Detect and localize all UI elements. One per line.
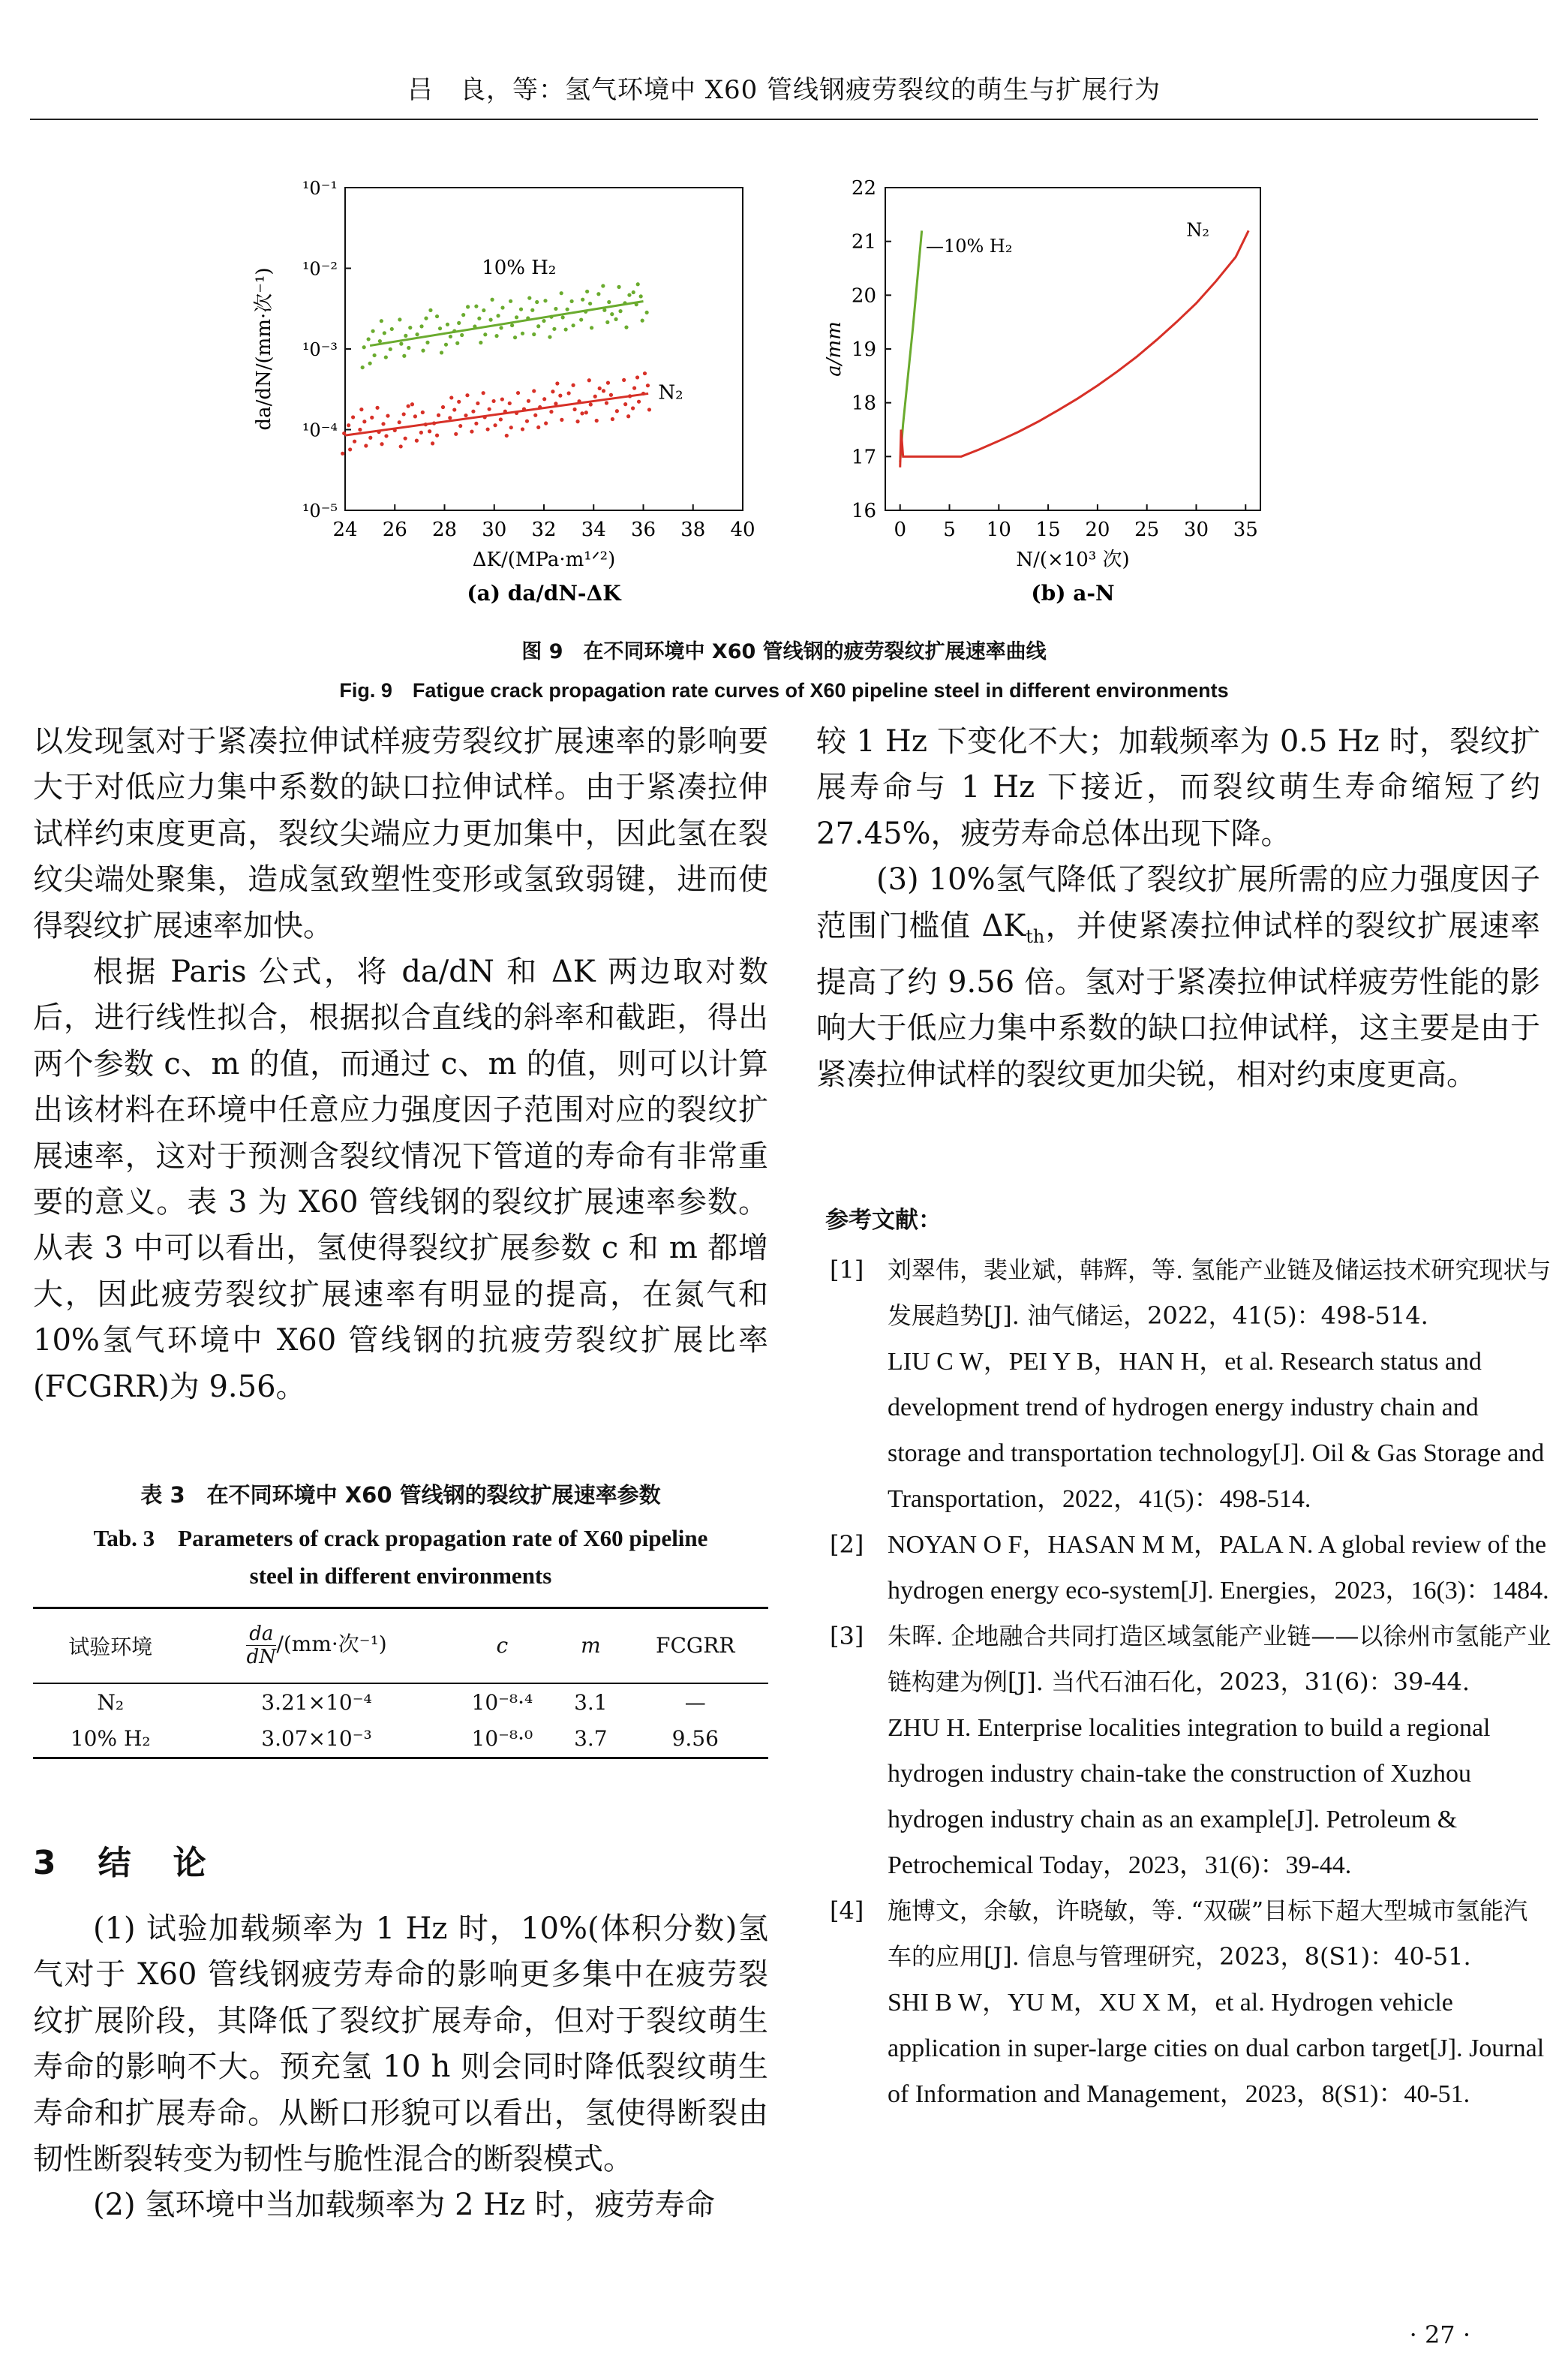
chart-a-point-h2 [398,317,401,321]
chart-a-point-n2 [521,427,524,431]
chart-b-a-n [810,165,1335,615]
chart-a-point-n2 [635,375,639,379]
table-caption-cn: 表 3 在不同环境中 X60 管线钢的裂纹扩展速率参数 [140,1482,661,1508]
header-fcgrr: FCGRR [656,1633,735,1659]
chart-a-point-h2 [402,354,406,358]
section-3-title: 3 结 论 [33,1844,211,1882]
chart-a-y-tick-label: ¹0⁻³ [302,339,338,360]
reference-list [816,1247,1551,2117]
conclusion-3 [816,857,1540,1098]
chart-a-point-h2 [362,345,366,349]
chart-a-point-n2 [465,393,469,397]
chart-a-fit-line-h2 [370,301,643,345]
chart-a-point-n2 [623,402,627,406]
chart-a-point-n2 [413,414,417,418]
chart-b-y-tick-label: 18 [851,392,876,415]
chart-a-x-tick-label: 38 [680,519,706,541]
chart-a-point-h2 [632,290,635,294]
reference-number: [4] [830,1896,864,1925]
chart-a-point-h2 [399,342,403,346]
table-row [33,1683,768,1721]
chart-a-point-n2 [421,411,425,414]
chart-a-point-h2 [641,319,644,323]
conclusion-2-cont: 较 1 Hz 下变化不大；加载频率为 0.5 Hz 时，裂纹扩展寿命与 1 Hz 下接近，而裂纹萌生寿命缩短了约 27.45%，疲劳寿命总体出现下降。 [816,724,1540,851]
chart-a-point-n2 [595,419,599,423]
cell-m: 3.1 [574,1689,608,1715]
chart-b-x-tick-label: 20 [1085,519,1110,541]
chart-a-point-n2 [486,427,490,431]
chart-a-point-n2 [527,399,530,403]
chart-a-point-n2 [482,391,485,395]
chart-a-point-h2 [530,308,534,312]
chart-a-point-h2 [483,332,487,336]
chart-a-point-n2 [493,423,497,427]
chart-b-x-tick-label: 25 [1134,519,1160,541]
chart-a-point-n2 [580,411,584,415]
chart-b-x-tick-label: 35 [1233,519,1258,541]
chart-a-point-h2 [607,300,611,304]
chart-a-point-h2 [535,300,539,304]
chart-a-point-n2 [448,416,452,420]
chart-a-point-n2 [347,423,350,427]
chart-a-point-n2 [380,442,383,446]
chart-a-point-n2 [544,421,548,425]
conclusion-3-sub: th [1026,925,1045,947]
left-paragraph-2: 根据 Paris 公式，将 da/dN 和 ΔK 两边取对数后，进行线性拟合，根据拟合直线的斜率和截距，得出两个参数 c、m 的值，而通过 c、m 的值，则可以计算出该材料在环境中任意应力强度因子范围对应的裂纹扩展速率，这对于预测含裂纹情况下管道的寿命有非常重要的意义。表 3 为 X60 管线钢的裂纹扩展速率参数。从表 3 中可以看出，氢使得裂纹扩展参数 c 和 m 都增大，因此疲劳裂纹扩展速率有明显的提高，在氮气和 10%氢气环境中 X60 管线钢的抗疲劳裂纹扩展比率(FCGRR)为 9.56。 [33,955,768,1404]
rate-frac-bottom: dN [246,1646,277,1669]
chart-a-point-n2 [587,378,591,382]
chart-a-point-h2 [585,290,589,293]
left-column [33,719,768,1410]
chart-a-point-n2 [384,434,388,438]
chart-a-point-h2 [466,305,470,308]
chart-a-point-n2 [341,452,344,456]
chart-b-y-tick-label: 19 [851,338,876,361]
chart-a-point-n2 [474,422,478,426]
chart-a-point-h2 [639,294,643,298]
chart-a-point-n2 [549,410,553,414]
chart-b-x-tick-label: 30 [1183,519,1209,541]
chart-a-point-n2 [457,400,461,404]
chart-a-point-h2 [601,284,605,287]
cell-c: 10⁻⁸·⁴ [471,1689,533,1715]
chart-a-point-h2 [571,323,575,327]
chart-a-point-h2 [384,355,388,359]
figure-caption-en: Fig. 9 Fatigue crack propagation rate curves of X60 pipeline steel in different environments [339,679,1229,702]
table-header-row [33,1608,768,1683]
chart-b-x-tick-label: 10 [986,519,1011,541]
chart-a-point-h2 [446,323,449,326]
chart-a-point-h2 [596,292,600,296]
chart-a-point-n2 [435,434,439,438]
left-paragraph-1: 以发现氢对于紧凑拉伸试样疲劳裂纹扩展速率的影响要大于对低应力集中系数的缺口拉伸试样。由于紧凑拉伸试样约束度更高，裂纹尖端应力更加集中，因此氢在裂纹尖端处聚集，造成氢致塑性变形或氢致弱键，进而使得裂纹扩展速率加快。 [33,724,768,943]
chart-a-point-n2 [410,402,414,406]
chart-a-point-n2 [598,386,602,390]
rate-frac-top: da [246,1623,276,1646]
chart-a-point-n2 [509,426,513,429]
chart-b-y-tick-label: 20 [851,284,876,308]
chart-a-point-h2 [590,326,593,329]
chart-b-legend-n2: N₂ [1186,219,1209,241]
chart-a-point-h2 [415,332,419,336]
chart-a-point-h2 [548,335,551,338]
chart-a-point-h2 [513,335,517,339]
chart-a-point-n2 [542,397,546,401]
chart-a-frame [345,188,743,510]
chart-a-y-tick-label: ¹0⁻⁵ [302,501,338,522]
crack-rate-table [33,1607,768,1759]
chart-a-point-n2 [471,410,475,414]
chart-a-point-h2 [435,314,439,318]
chart-a-legend-h2: 10% H₂ [482,257,557,280]
references-title: 参考文献： [825,1207,942,1234]
conclusion-3-b: ，并使紧凑拉伸试样的裂纹扩展速率提高了约 9.56 倍。氢对于紧凑拉伸试样疲劳性能的影响大于低应力集中系数的缺口拉伸试样，这主要是由于紧凑拉伸试样的裂纹更加尖锐，相对约束度更高。 [816,908,1541,1092]
chart-a-point-n2 [441,405,445,409]
chart-a-point-h2 [552,327,556,331]
chart-a-point-n2 [415,439,419,443]
reference-en: NOYAN O F，HASAN M M，PALA N. A global review of the hydrogen energy eco-system[J]. Energies，2023，16(3)：1484. [888,1531,1549,1605]
chart-a-point-n2 [626,414,630,418]
chart-a-x-tick-label: 36 [630,519,656,541]
chart-a-point-n2 [647,408,651,411]
chart-a-point-h2 [614,317,617,321]
chart-a-point-n2 [452,408,456,411]
chart-b-y-tick-label: 17 [851,446,876,469]
chart-a-point-h2 [560,291,563,295]
chart-b-y-tick-label: 16 [851,500,876,522]
chart-b-x-tick-label: 0 [894,519,907,541]
chart-a-point-n2 [454,432,458,436]
chart-a-point-h2 [624,326,628,329]
header-c: c [496,1633,509,1659]
cell-c: 10⁻⁸·⁰ [471,1726,533,1752]
chart-a-point-h2 [407,346,410,350]
chart-a-point-n2 [567,391,571,395]
chart-a-point-n2 [362,420,366,423]
cell-fcgrr: — [684,1689,706,1715]
chart-a-point-n2 [464,414,467,417]
chart-a-point-h2 [532,332,536,336]
chart-a-point-n2 [370,416,374,420]
chart-a-point-h2 [419,324,423,328]
chart-a-point-n2 [536,426,540,429]
chart-a-point-h2 [424,317,428,320]
chart-a-point-n2 [368,436,372,440]
chart-a-point-h2 [519,307,523,311]
chart-a-point-n2 [505,434,509,438]
chart-a-point-h2 [455,341,459,345]
chart-a-point-h2 [510,323,514,327]
reference-cn: 刘翠伟，裴业斌，韩辉，等. 氢能产业链及储运技术研究现状与发展趋势[J]. 油气储运，2022，41(5)：498-514. [888,1256,1551,1330]
chart-a-subcaption: (a) da/dN-ΔK [467,581,621,606]
chart-a-point-n2 [533,414,537,417]
chart-b-x-tick-label: 15 [1035,519,1061,541]
chart-a-point-h2 [554,307,557,311]
cell-env: 10% H₂ [70,1726,151,1752]
conclusion-3-a: (3) 10%氢气降低了裂纹扩展所需的应力强度因子范围门槛值 ΔK [816,862,1540,943]
chart-a-point-h2 [383,331,386,335]
cell-rate: 3.21×10⁻⁴ [261,1689,372,1715]
chart-a-point-n2 [449,395,453,399]
chart-a-point-h2 [500,305,504,309]
chart-a-point-h2 [494,334,498,338]
chart-a-point-n2 [381,422,385,426]
chart-a-x-tick-label: 26 [382,519,407,541]
chart-a-y-tick-label: ¹0⁻¹ [302,178,338,199]
chart-a-point-h2 [438,326,442,330]
header-env: 试验环境 [68,1634,153,1659]
chart-a-point-n2 [437,414,440,417]
chart-a-point-h2 [367,337,371,341]
chart-a-point-h2 [496,314,500,317]
chart-a-point-h2 [479,341,482,344]
chart-a-point-n2 [500,397,504,401]
chart-a-point-n2 [402,412,406,416]
chart-a-point-h2 [371,329,375,333]
chart-a-point-h2 [380,319,383,323]
chart-a-point-n2 [419,431,423,435]
chart-a-point-n2 [551,389,554,393]
chart-a-point-h2 [579,317,583,321]
chart-a-point-n2 [386,414,389,417]
chart-a-point-h2 [521,332,524,335]
chart-a-point-h2 [421,349,425,353]
chart-a-point-h2 [610,312,614,316]
chart-a-point-n2 [643,371,647,375]
chart-a-point-n2 [615,409,619,413]
chart-a-legend-n2: N₂ [658,381,683,405]
chart-b-legend-h2: —10% H₂ [925,236,1013,257]
header-m: m [581,1633,601,1659]
reference-cn: 施博文，余敏，许晓敏，等. “双碳”目标下超大型城市氢能汽车的应用[J]. 信息与管理研究，2023，8(S1)：40-51. [888,1896,1528,1971]
rate-unit: /(mm·次⁻¹) [276,1632,387,1657]
chart-a-point-h2 [482,308,485,312]
chart-a-point-n2 [491,399,495,403]
chart-a-point-n2 [351,415,355,419]
chart-a-point-h2 [527,296,531,300]
chart-a-point-n2 [488,408,491,411]
chart-a-point-h2 [404,334,407,338]
chart-a-point-h2 [390,327,394,331]
chart-a-dadn-dk [225,165,795,615]
header-rate [188,1608,445,1683]
chart-a-x-tick-label: 30 [482,519,507,541]
chart-a-point-h2 [605,320,609,324]
chart-a-point-h2 [428,308,432,312]
figure-caption-cn: 图 9 在不同环境中 X60 管线钢的疲劳裂纹扩展速率曲线 [521,640,1047,663]
reference-en: SHI B W，YU M，XU X M，et al. Hydrogen vehicle application in super-large cities on dual carbon target[J]. Journal of Information and Management，2023，8(S1)：40-51. [888,1989,1545,2108]
chart-a-point-n2 [348,447,352,451]
chart-a-point-n2 [637,400,641,404]
chart-a-point-n2 [589,402,593,406]
chart-b-x-label: N/(×10³ 次) [1016,549,1130,571]
chart-a-point-h2 [499,326,503,329]
reference-number: [3] [830,1622,864,1650]
reference-item [816,1614,1551,1888]
chart-a-point-n2 [359,408,363,411]
chart-a-point-n2 [575,420,579,423]
chart-a-point-n2 [606,381,610,385]
page-number: · 27 · [1409,2320,1470,2349]
chart-a-point-n2 [555,381,559,385]
chart-a-point-h2 [477,317,481,320]
chart-a-point-n2 [364,444,368,447]
reference-number: [1] [830,1256,864,1284]
chart-a-point-n2 [646,383,650,387]
chart-a-x-tick-label: 32 [531,519,557,541]
chart-a-y-tick-label: ¹0⁻² [302,258,338,280]
reference-item [816,1888,1551,2117]
chart-a-point-n2 [611,417,614,421]
chart-a-point-n2 [476,402,479,405]
chart-a-point-n2 [560,418,563,422]
chart-a-point-n2 [399,444,403,448]
chart-a-x-tick-label: 28 [431,519,458,541]
chart-a-point-h2 [361,365,365,369]
chart-a-point-h2 [566,308,569,311]
cell-rate: 3.07×10⁻³ [261,1726,372,1752]
chart-a-point-h2 [461,313,465,317]
chart-a-point-h2 [474,305,478,308]
table-caption-en-line1: Tab. 3 Parameters of crack propagation rate of X60 pipeline [93,1525,708,1551]
cell-fcgrr: 9.56 [671,1726,719,1752]
cell-env: N₂ [97,1689,125,1715]
header-rule [30,119,1538,120]
chart-a-point-n2 [353,440,356,444]
section-3-body [33,1906,768,2229]
conclusion-1: (1) 试验加载频率为 1 Hz 时，10%(体积分数)氢气对于 X60 管线钢疲劳寿命的影响更多集中在疲劳裂纹扩展阶段，其降低了裂纹扩展寿命，但对于裂纹萌生寿命的影响不大。预充氢 10 h 则会同时降低裂纹萌生寿命和扩展寿命。从断口形貌可以看出，氢使得断裂由韧性断裂转变为韧性与脆性混合的断裂模式。 [33,1911,768,2177]
chart-a-x-label: ΔK/(MPa·m¹ᐟ²) [472,549,616,571]
chart-a-point-h2 [425,341,429,344]
right-column [816,719,1540,1098]
chart-a-point-n2 [516,391,520,395]
chart-a-point-h2 [489,318,493,322]
chart-a-point-n2 [593,395,597,399]
table-caption-en-line2: steel in different environments [249,1562,552,1589]
chart-b-line-h2 [900,230,922,462]
reference-item [816,1247,1551,1522]
chart-a-point-h2 [542,319,545,323]
chart-b-y-label: a/mm [823,321,846,377]
chart-a-point-h2 [372,353,376,357]
chart-a-point-h2 [444,343,448,347]
table-3-block [33,1478,768,1759]
chart-a-point-h2 [509,299,512,303]
chart-a-point-n2 [525,420,529,423]
chart-a-point-n2 [571,383,575,387]
chart-a-point-h2 [457,321,461,325]
chart-a-point-n2 [404,437,407,441]
chart-a-y-label: da/dN/(mm·次⁻¹) [253,267,275,431]
chart-a-point-n2 [508,402,512,405]
reference-en: ZHU H. Enterprise localities integration to build a regional hydrogen industry chain-take the construction of Xuzhou hydrogen industry chain as an example[J]. Petroleum & Petrochemical Today，2023，31(6)：39-44. [888,1714,1491,1879]
table-row [33,1721,768,1758]
chart-a-point-h2 [617,285,620,289]
chart-b-line-n2 [900,230,1248,467]
chart-a-point-h2 [378,339,382,343]
chart-a-fit-line-n2 [345,393,648,435]
chart-a-point-h2 [627,293,631,297]
chart-a-point-n2 [584,411,588,414]
chart-a-point-h2 [491,298,494,302]
chart-b-subcaption: (b) a-N [1031,581,1115,606]
chart-a-point-h2 [515,315,518,319]
chart-a-x-tick-label: 40 [730,519,755,541]
chart-a-point-n2 [358,428,362,432]
chart-a-point-h2 [408,326,412,329]
chart-a-point-h2 [561,315,565,319]
chart-a-point-n2 [605,401,608,405]
chart-a-point-h2 [440,350,443,354]
chart-a-point-h2 [389,347,392,351]
chart-a-point-n2 [398,420,401,424]
chart-a-point-n2 [428,429,431,433]
chart-a-point-h2 [581,298,584,302]
reference-item [816,1522,1551,1614]
chart-a-point-h2 [618,309,622,313]
chart-a-point-h2 [368,362,372,365]
chart-a-point-n2 [558,394,562,398]
chart-a-point-n2 [609,393,613,397]
chart-a-point-h2 [588,302,592,305]
chart-a-point-h2 [636,282,640,286]
chart-a-point-n2 [499,417,503,421]
chart-a-y-tick-label: ¹0⁻⁴ [302,420,338,441]
rate-fraction [246,1623,276,1668]
cell-m: 3.7 [574,1726,608,1752]
chart-a-point-n2 [431,441,434,445]
chart-a-point-n2 [458,424,462,428]
chart-a-point-h2 [645,311,649,314]
chart-a-point-h2 [536,324,540,328]
chart-a-point-h2 [543,299,547,302]
chart-a-point-h2 [449,335,452,338]
chart-a-point-n2 [470,429,473,433]
chart-b-x-tick-label: 5 [943,519,956,541]
chart-a-x-tick-label: 24 [332,519,358,541]
chart-a-point-h2 [460,333,464,337]
chart-b-y-tick-label: 22 [851,177,876,200]
chart-a-point-n2 [532,389,536,392]
chart-a-point-n2 [622,378,626,382]
chart-a-point-n2 [572,408,576,411]
chart-a-point-h2 [570,299,574,303]
reference-en: LIU C W，PEI Y B，HAN H，et al. Research status and development trend of hydrogen energy industry chain and storage and transportation technology[J]. Oil & Gas Storage and Transportation，2022，41(5)：498-514. [888,1348,1545,1513]
reference-number: [2] [830,1530,864,1559]
chart-b-y-tick-label: 21 [851,230,876,254]
chart-a-point-h2 [564,327,568,331]
chart-a-point-n2 [631,406,635,410]
chart-a-point-n2 [375,406,379,410]
chart-a-point-n2 [602,389,605,392]
running-header: 吕 良，等：氢气环境中 X60 管线钢疲劳裂纹的萌生与扩展行为 [407,75,1161,105]
conclusion-2-start: (2) 氢环境中当加载频率为 2 Hz 时，疲劳寿命 [93,2188,715,2223]
chart-a-x-tick-label: 34 [581,519,606,541]
chart-a-point-n2 [407,405,410,408]
reference-cn: 朱晖. 企地融合共同打造区域氢能产业链——以徐州市氢能产业链构建为例[J]. 当代石油石化，2023，31(6)：39-44. [888,1622,1551,1696]
chart-a-point-n2 [632,386,636,390]
